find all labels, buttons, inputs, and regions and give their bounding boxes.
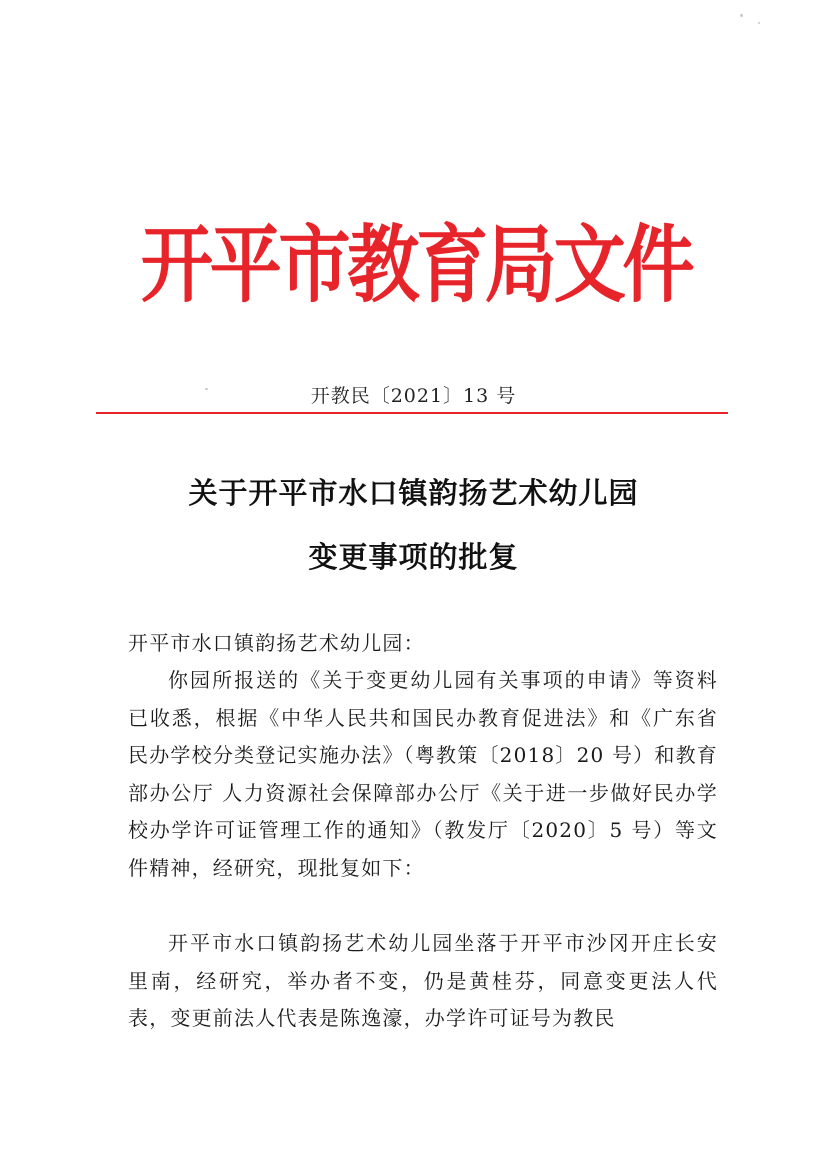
scan-speck [740, 14, 743, 17]
masthead-title: 开平市教育局文件 [140, 216, 692, 314]
body-paragraph-2: 开平市水口镇韵扬艺术幼儿园坐落于开平市沙冈开庄长安里南，经研究，举办者不变，仍是黄桂芬，同意变更法人代表，变更前法人代表是陈逸濠，办学许可证号为教民 [128, 931, 718, 1030]
red-divider-line [96, 412, 728, 414]
document-title-line-1: 关于开平市水口镇韵扬艺术幼儿园 [188, 476, 639, 510]
document-number: 开教民〔2021〕13 号 [310, 385, 517, 407]
salutation: 开平市水口镇韵扬艺术幼儿园： [128, 631, 425, 655]
body-paragraph-1: 你园所报送的《关于变更幼儿园有关事项的申请》等资料已收悉，根据《中华人民共和国民办教育促进法》和《广东省民办学校分类登记实施办法》（粤教策〔2018〕20 号）和教育部办公厅 人力资源社会保障部办公厅《关于进一步做好民办学校办学许可证管理工作的通知》（教发厅〔2020〕5 号）等文件精神，经研究，现批复如下： [128, 668, 718, 880]
document-title-line-2: 变更事项的批复 [308, 540, 519, 574]
scan-speck [758, 22, 760, 24]
